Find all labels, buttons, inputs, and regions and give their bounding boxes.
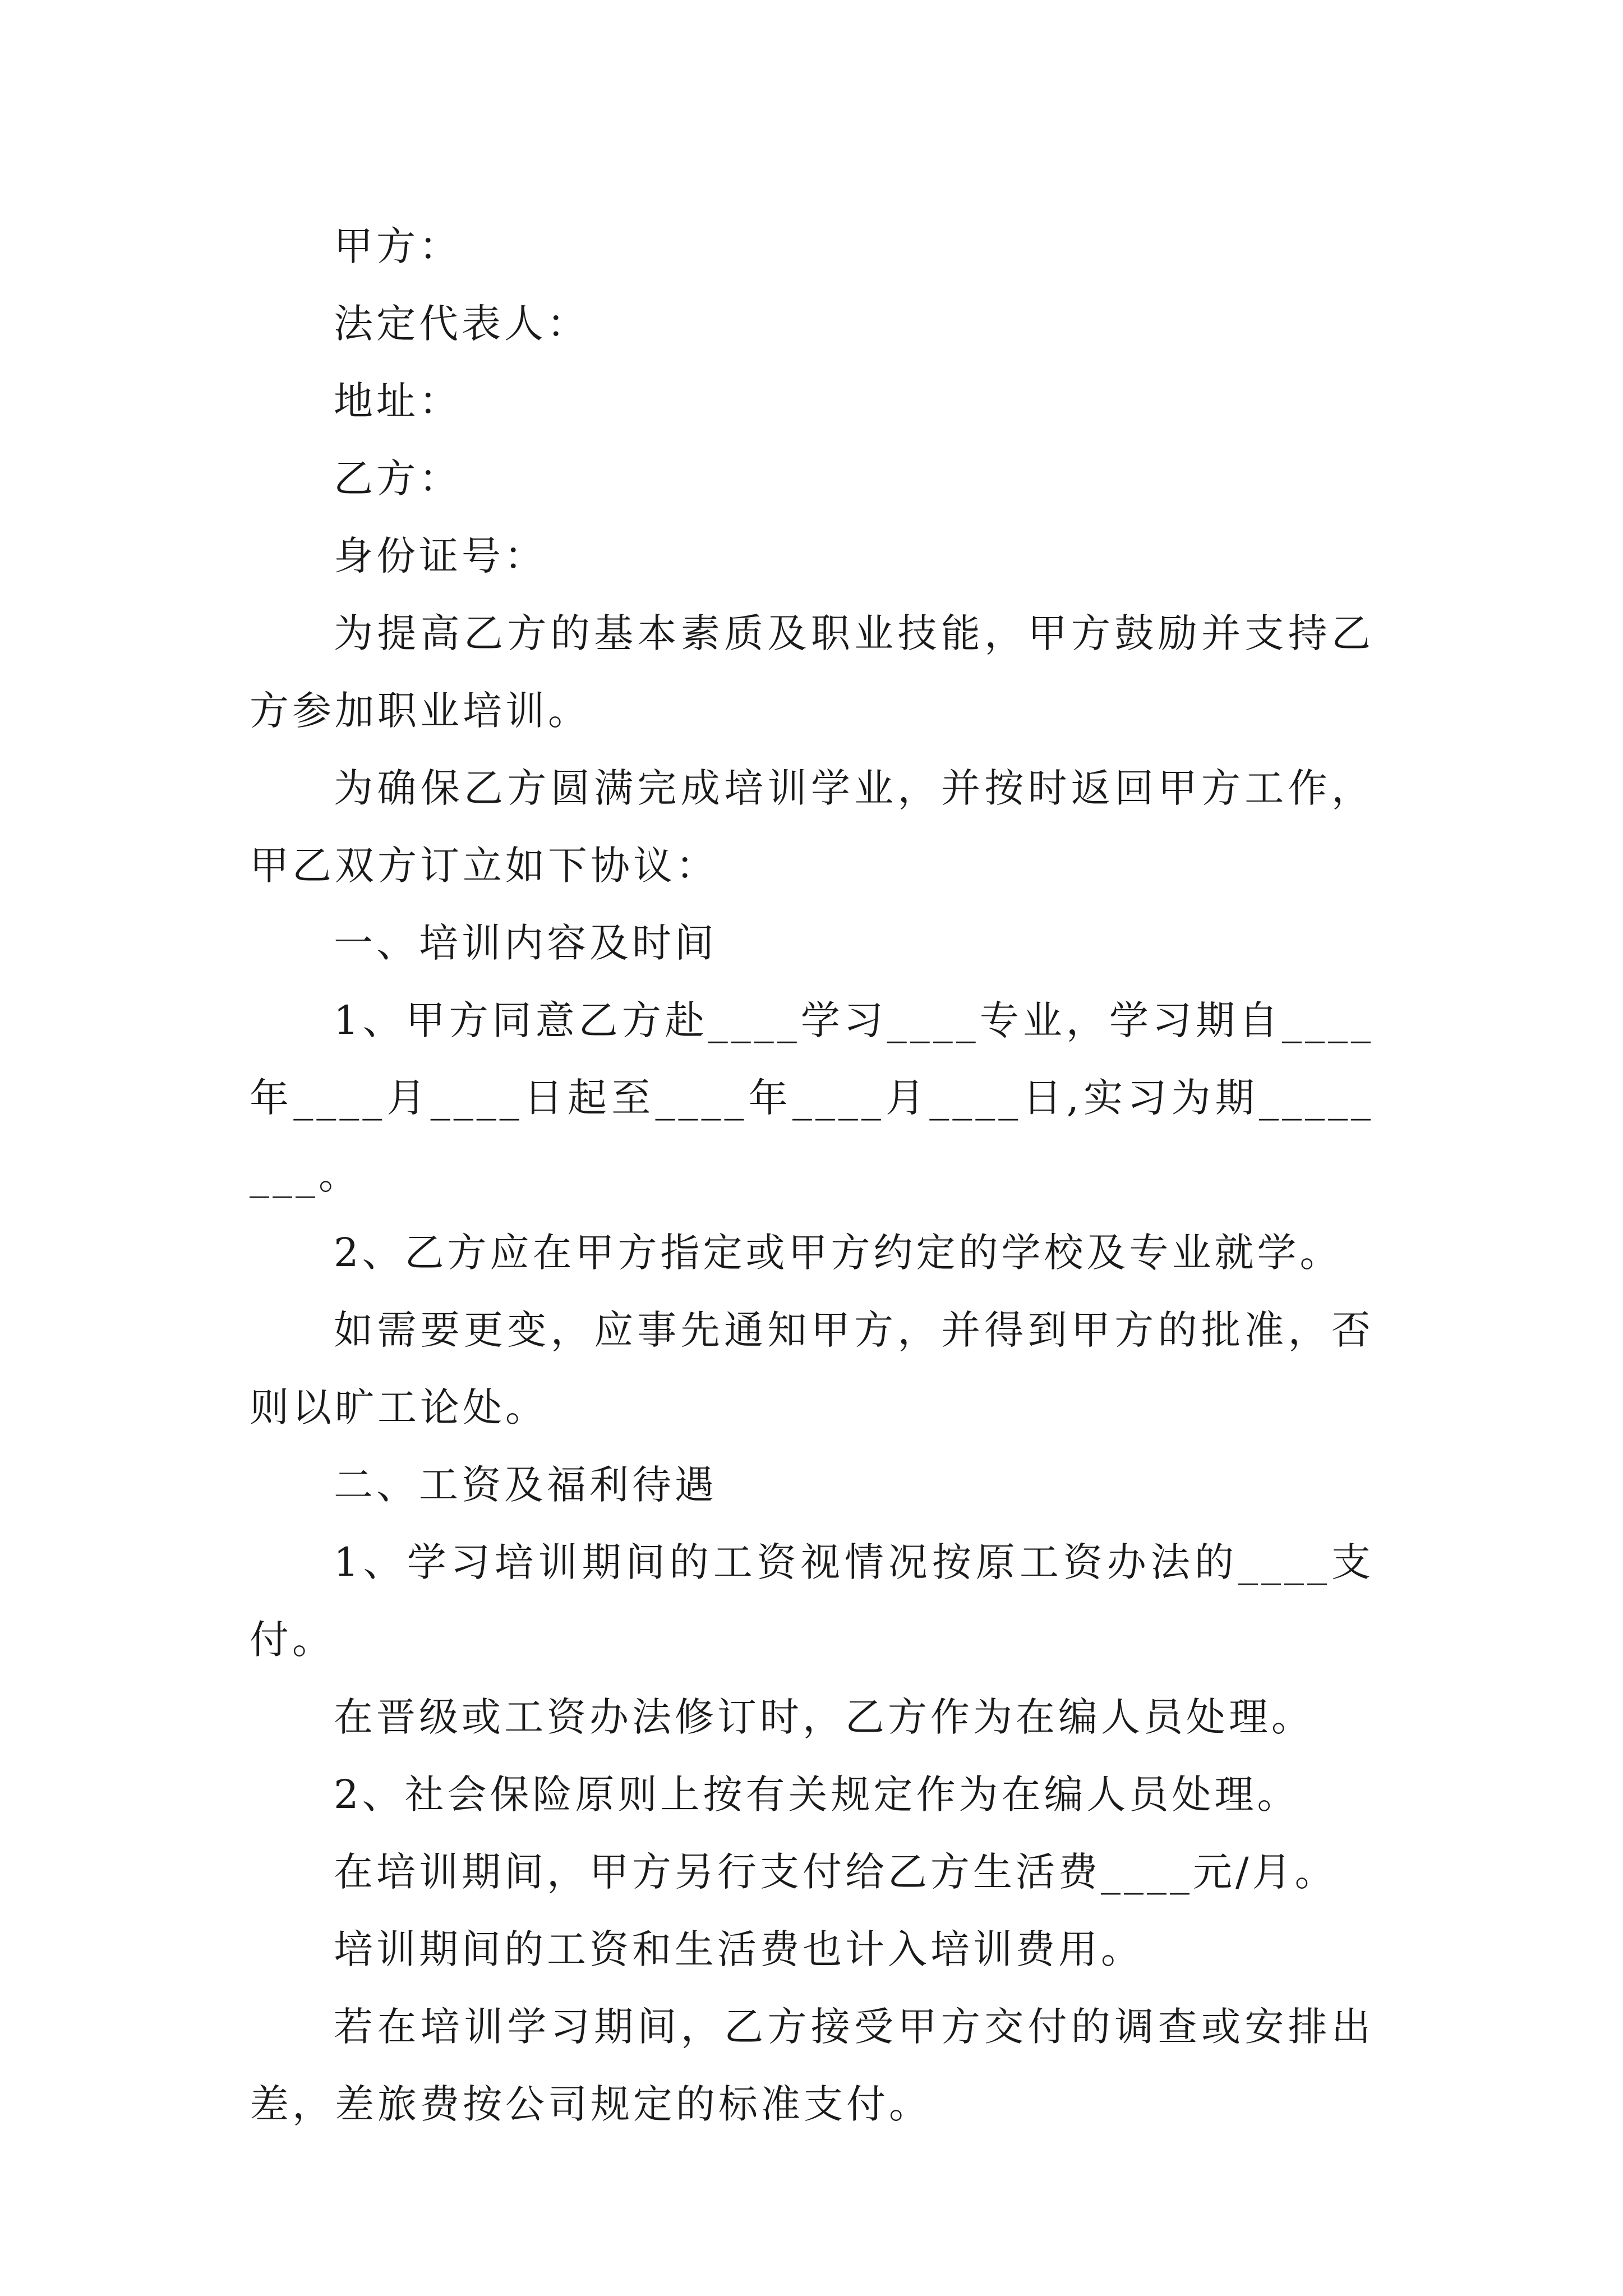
party-b-label: 乙方： <box>334 455 462 501</box>
id-number-label: 身份证号： <box>334 533 547 579</box>
section-heading-wages: 二、工资及福利待遇 <box>334 1462 717 1508</box>
section-heading-training: 一、培训内容及时间 <box>334 920 717 966</box>
travel-expense-paragraph: 若在培训学习期间，乙方接受甲方交付的调查或安排出差，差旅费按公司规定的标准支付。 <box>250 2004 1374 2127</box>
clause-1-1-paragraph: 1、甲方同意乙方赴____学习____专业，学习期自____年____月____日起至____年____月____日,实习为期________。 <box>250 997 1374 1198</box>
document-body <box>250 208 1374 2143</box>
living-allowance-paragraph: 在培训期间，甲方另行支付给乙方生活费____元/月。 <box>334 1849 1338 1895</box>
legal-representative-label: 法定代表人： <box>334 301 589 347</box>
address-label: 地址： <box>334 378 462 424</box>
clause-2-1-paragraph: 1、学习培训期间的工资视情况按原工资办法的____支付。 <box>250 1539 1374 1663</box>
training-cost-paragraph: 培训期间的工资和生活费也计入培训费用。 <box>334 1926 1144 1972</box>
clause-1-2-paragraph: 2、乙方应在甲方指定或甲方约定的学校及专业就学。 <box>334 1230 1343 1276</box>
clause-2-2-paragraph: 2、社会保险原则上按有关规定作为在编人员处理。 <box>334 1772 1300 1818</box>
party-a-label: 甲方： <box>334 223 462 269</box>
change-approval-paragraph: 如需要更变，应事先通知甲方，并得到甲方的批准，否则以旷工论处。 <box>250 1307 1374 1430</box>
promotion-paragraph: 在晋级或工资办法修订时，乙方作为在编人员处理。 <box>334 1694 1314 1740</box>
purpose-paragraph: 为提高乙方的基本素质及职业技能，甲方鼓励并支持乙方参加职业培训。 <box>250 610 1374 734</box>
agreement-intro-paragraph: 为确保乙方圆满完成培训学业，并按时返回甲方工作，甲乙双方订立如下协议： <box>250 765 1374 889</box>
